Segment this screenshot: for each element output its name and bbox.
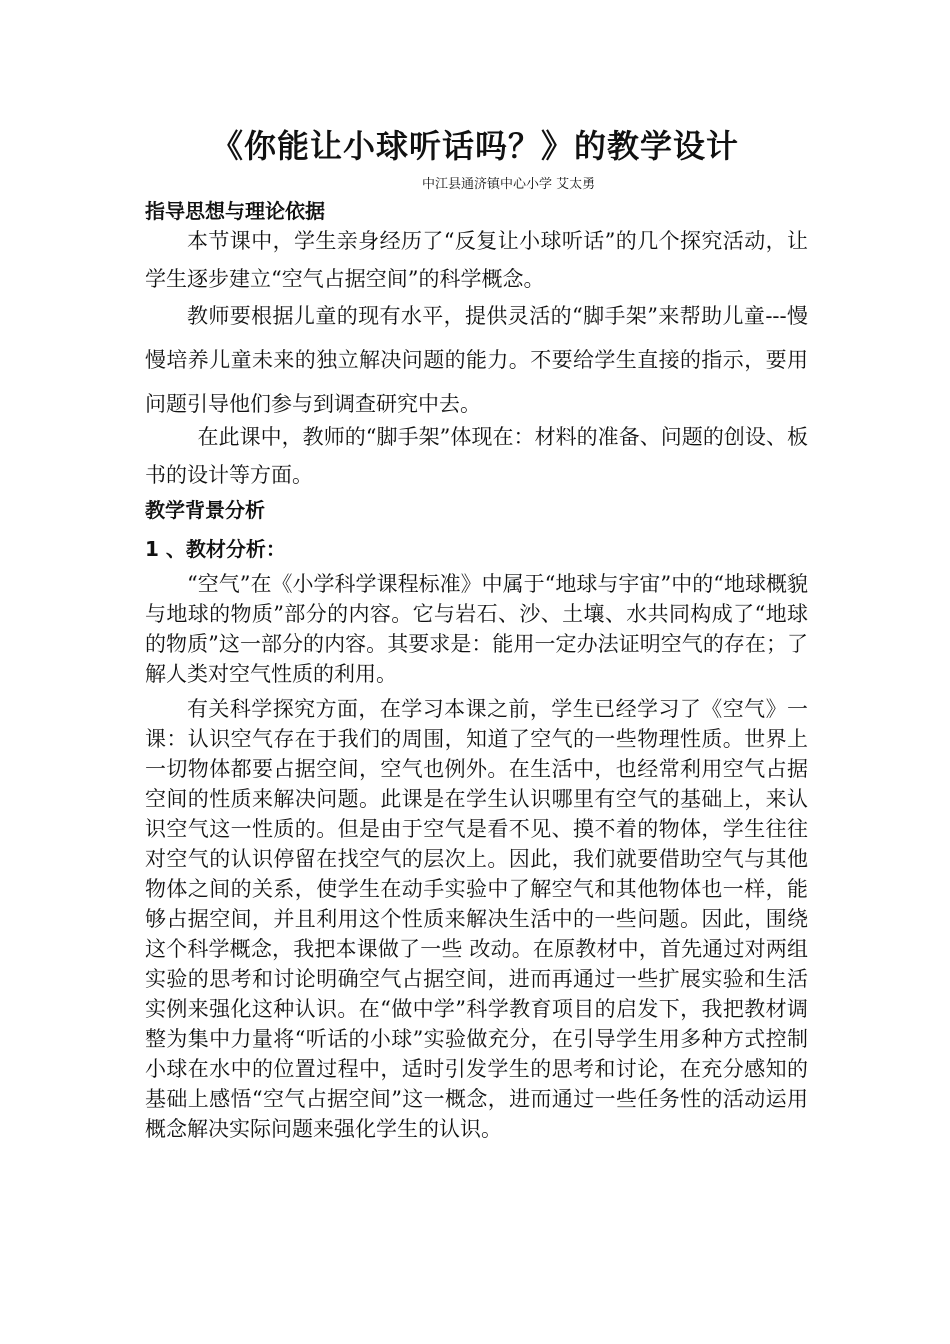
document-title: 《你能让小球听话吗？》的教学设计 — [210, 127, 739, 165]
section-heading-guiding: 指导思想与理论依据 — [145, 199, 325, 223]
paragraph-guiding-1: 本节课中，学生亲身经历了“反复让小球听话”的几个探究活动，让学生逐步建立“空气占据空间”的科学概念。 — [145, 229, 808, 291]
paragraph-guiding-3: 在此课中，教师的“脚手架”体现在：材料的准备、问题的创设、板书的设计等方面。 — [145, 425, 808, 487]
subsection-heading-material-analysis: 1 、教材分析： — [145, 537, 286, 561]
paragraph-background-1: “空气”在《小学科学课程标准》中属于“地球与宇宙”中的“地球概貌与地球的物质”部分的内容。它与岩石、沙、土壤、水共同构成了“地球的物质”这一部分的内容。其要求是：能用一定办法证明空气的存在；了解人类对空气性质的利用。 — [145, 572, 808, 686]
paragraph-guiding-2: 教师要根据儿童的现有水平，提供灵活的“脚手架”来帮助儿童---慢慢培养儿童未来的独立解决问题的能力。不要给学生直接的指示，要用问题引导他们参与到调查研究中去。 — [145, 304, 808, 416]
paragraph-background-2: 有关科学探究方面，在学习本课之前，学生已经学习了《空气》一课：认识空气存在于我们的周围，知道了空气的一些物理性质。世界上一切物体都要占据空间，空气也例外。在生活中，也经常利用空气占据空间的性质来解决问题。此课是在学生认识哪里有空气的基础上，来认识空气这一性质的。但是由于空气是看不见、摸不着的物体，学生往往对空气的认识停留在找空气的层次上。因此，我们就要借助空气与其他物体之间的关系，使学生在动手实验中了解空气和其他物体也一样，能够占据空间，并且利用这个性质来解决生活中的一些问题。因此，围绕这个科学概念，我把本课做了一些 改动。在原教材中，首先通过对两组实验的思考和讨论明确空气占据空间，进而再通过一些扩展实验和生活实例来强化这种认识。在“做中学”科学教育项目的启发下，我把教材调整为集中力量将“听话的小球”实验做充分，在引导学生用多种方式控制小球在水中的位置过程中，适时引发学生的思考和讨论，在充分感知的基础上感悟“空气占据空间”这一概念，进而通过一些任务性的活动运用概念解决实际问题来强化学生的认识。 — [145, 697, 808, 1141]
document-author: 中江县通济镇中心小学 艾太勇 — [422, 177, 596, 192]
section-heading-background: 教学背景分析 — [145, 498, 265, 522]
